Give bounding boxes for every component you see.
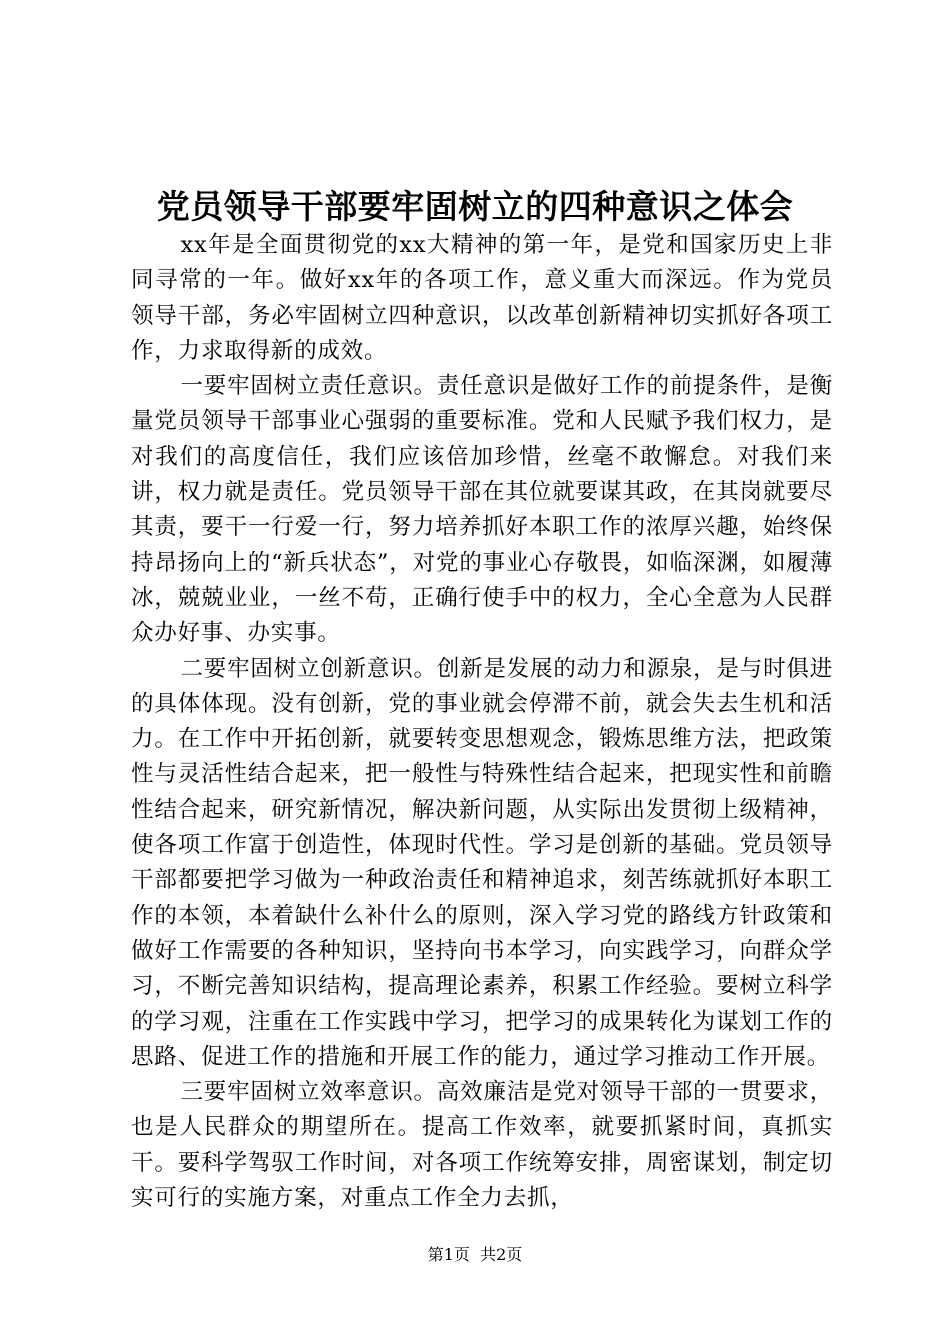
paragraph-intro: xx年是全面贯彻党的xx大精神的第一年，是党和国家历史上非同寻常的一年。做好xx年的各项工作，意义重大而深远。作为党员领导干部，务必牢固树立四种意识，以改革创新精神切实抓好各项工作，力求取得新的成效。 [131,232,833,364]
paragraph-efficiency: 三要牢固树立效率意识。高效廉洁是党对领导干部的一贯要求，也是人民群众的期望所在。提高工作效率，就要抓紧时间，真抓实干。要科学驾驭工作时间，对各项工作统筹安排，周密谋划，制定切实可行的实施方案，对重点工作全力去抓， [131,1079,833,1212]
document-title: 党员领导干部要牢固树立的四种意识之体会 [156,187,794,226]
document-body [131,228,833,1216]
paragraph-innovation: 二要牢固树立创新意识。创新是发展的动力和源泉，是与时俱进的具体体现。没有创新，党的事业就会停滞不前，就会失去生机和活力。在工作中开拓创新，就要转变思想观念，锻炼思维方法，把政策性与灵活性结合起来，把一般性与特殊性结合起来，把现实性和前瞻性结合起来，研究新情况，解决新问题，从实际出发贯彻上级精神，使各项工作富于创造性，体现时代性。学习是创新的基础。党员领导干部都要把学习做为一种政治责任和精神追求，刻苦练就抓好本职工作的本领，本着缺什么补什么的原则，深入学习党的路线方针政策和做好工作需要的各种知识，坚持向书本学习，向实践学习，向群众学习，不断完善知识结构，提高理论素养，积累工作经验。要树立科学的学习观，注重在工作实践中学习，把学习的成果转化为谋划工作的思路、促进工作的措施和开展工作的能力，通过学习推动工作开展。 [131,655,833,1070]
paragraph-responsibility: 一要牢固树立责任意识。责任意识是做好工作的前提条件，是衡量党员领导干部事业心强弱的重要标准。党和人民赋予我们权力，是对我们的高度信任，我们应该倍加珍惜，丝毫不敢懈怠。对我们来讲，权力就是责任。党员领导干部在其位就要谋其政，在其岗就要尽其责，要干一行爱一行，努力培养抓好本职工作的浓厚兴趣，始终保持昂扬向上的“新兵状态”，对党的事业心存敬畏，如临深渊，如履薄冰，兢兢业业，一丝不苟，正确行使手中的权力，全心全意为人民群众办好事、办实事。 [131,373,833,647]
page-number-footer: 第1页 共2页 [427,1245,523,1264]
